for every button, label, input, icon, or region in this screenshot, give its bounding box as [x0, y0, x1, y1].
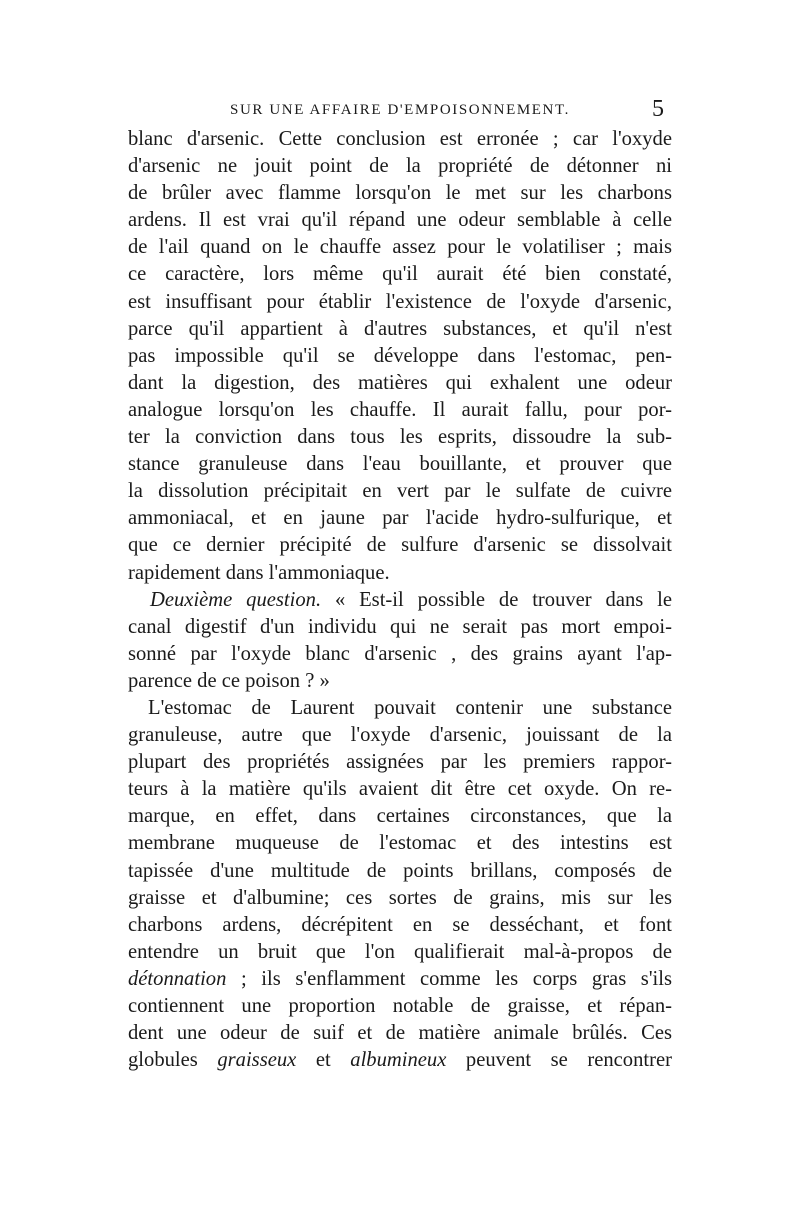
- text-line: dant la digestion, des matières qui exhalent une odeur: [128, 371, 672, 394]
- text-line: graisse et d'albumine; ces sortes de grains, mis sur les: [128, 886, 672, 909]
- text-line: d'arsenic ne jouit point de la propriété de détonner ni: [128, 155, 672, 178]
- text-line: [128, 1047, 672, 1074]
- text-span: globules: [128, 1049, 218, 1072]
- text-line: marque, en effet, dans certaines circonstances, que la: [128, 805, 672, 828]
- text-span: ; ils s'enflamment comme les corps gras s'ils: [226, 967, 672, 990]
- text-line: rapidement dans l'ammoniaque.: [128, 561, 390, 584]
- text-line: dent une odeur de suif et de matière animale brûlés. Ces: [128, 1022, 672, 1045]
- text-line: de l'ail quand on le chauffe assez pour le volatiliser ; mais: [128, 236, 672, 259]
- italic-word: graisseux: [217, 1049, 297, 1072]
- text-line: contiennent une proportion notable de graisse, et répan-: [128, 995, 672, 1017]
- text-line: analogue lorsqu'on les chauffe. Il aurait fallu, pour por-: [128, 398, 672, 421]
- text-line: tapissée d'une multitude de points brillans, composés de: [128, 859, 672, 882]
- text-line: teurs à la matière qu'ils avaient dit être cet oxyde. On re-: [128, 778, 672, 801]
- text-line: ter la conviction dans tous les esprits, dissoudre la sub-: [128, 426, 672, 449]
- text-line: parence de ce poison ? »: [128, 669, 330, 692]
- text-line: stance granuleuse dans l'eau bouillante, et prouver que: [128, 453, 672, 476]
- text-line: ce caractère, lors même qu'il aurait été bien constaté,: [128, 263, 672, 286]
- italic-word: détonnation: [128, 967, 227, 990]
- text-line: ammoniacal, et en jaune par l'acide hydro-sulfurique, et: [128, 507, 672, 530]
- text-line: la dissolution précipitait en vert par le sulfate de cuivre: [128, 480, 672, 503]
- text-line: blanc d'arsenic. Cette conclusion est erronée ; car l'oxyde: [128, 128, 672, 150]
- page-number: 5: [652, 96, 664, 122]
- italic-word: albumineux: [350, 1049, 447, 1072]
- text-line: de brûler avec flamme lorsqu'on le met sur les charbons: [128, 182, 672, 205]
- text-line: plupart des propriétés assignées par les premiers rappor-: [128, 751, 672, 774]
- text-line: [128, 966, 672, 993]
- text-line: est insuffisant pour établir l'existence de l'oxyde d'arsenic,: [128, 290, 672, 313]
- question-text: « Est-il possible de trouver dans le: [321, 588, 672, 611]
- text-line: L'estomac de Laurent pouvait contenir une substance: [148, 696, 672, 719]
- text-line: sonné par l'oxyde blanc d'arsenic , des grains ayant l'ap-: [128, 642, 672, 665]
- text-line: parce qu'il appartient à d'autres substances, et qu'il n'est: [128, 317, 672, 340]
- page-header: [0, 96, 800, 126]
- text-line: entendre un bruit que l'on qualifierait mal-à-propos de: [128, 940, 672, 963]
- text-span: et: [296, 1049, 351, 1072]
- question-label: Deuxième question.: [150, 588, 322, 611]
- text-line: canal digestif d'un individu qui ne serait pas mort empoi-: [128, 615, 672, 638]
- text-line: ardens. Il est vrai qu'il répand une odeur semblable à celle: [128, 209, 672, 232]
- text-span: peuvent se rencontrer: [446, 1049, 672, 1072]
- running-title: SUR UNE AFFAIRE D'EMPOISONNEMENT.: [230, 102, 570, 118]
- text-line: membrane muqueuse de l'estomac et des intestins est: [128, 832, 672, 855]
- text-line: pas impossible qu'il se développe dans l'estomac, pen-: [128, 344, 672, 367]
- question-heading-line: [128, 587, 672, 614]
- text-line: que ce dernier précipité de sulfure d'arsenic se dissolvait: [128, 534, 672, 557]
- text-line: charbons ardens, décrépitent en se desséchant, et font: [128, 913, 672, 936]
- text-line: granuleuse, autre que l'oxyde d'arsenic, jouissant de la: [128, 724, 672, 747]
- page-body: [128, 126, 672, 1074]
